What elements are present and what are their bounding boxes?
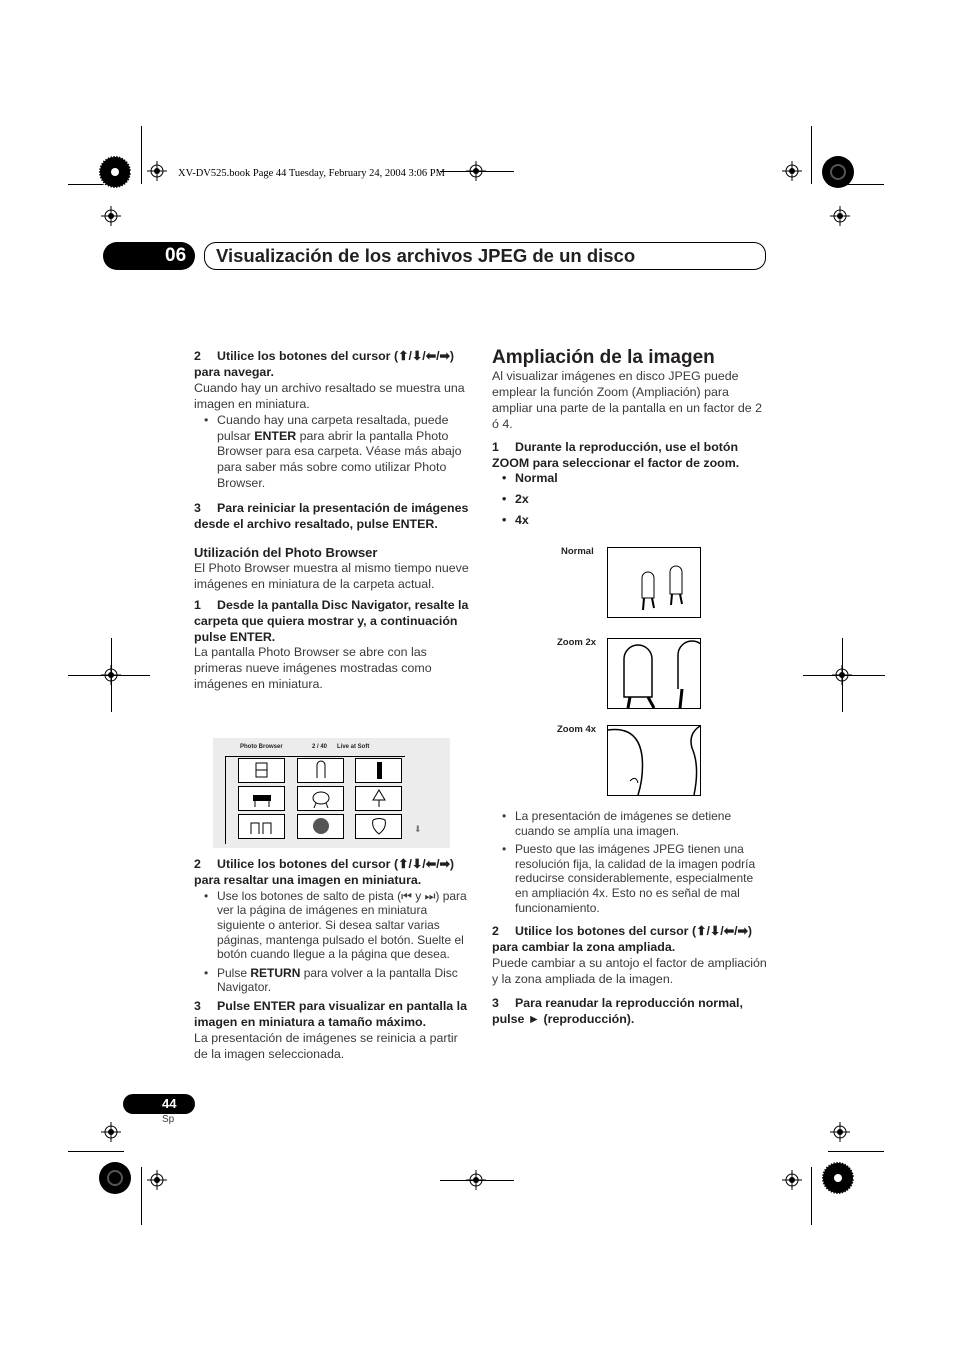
scroll-down-arrow-icon: ⬇ (414, 824, 422, 834)
right-column-lower (492, 809, 768, 1028)
zoom-2x-image (607, 638, 701, 709)
step-1-zoom: 1 Durante la reproducción, use el botón ZOOM para seleccionar el factor de zoom. (492, 439, 740, 470)
fig-label-zoom-4x: Zoom 4x (557, 724, 597, 735)
right-column (492, 347, 768, 529)
bullet-slideshow-stops: • La presentación de imágenes se detiene cuando se amplía una imagen. (492, 809, 768, 838)
thumbnail (238, 758, 285, 783)
step-3-restart: 3 Para reiniciar la presentación de imágenes desde el archivo resaltado, pulse ENTER. (194, 501, 469, 532)
left-column (194, 349, 469, 693)
step-2-body: Puede cambiar a su antojo el factor de ampliación y la zona ampliada de la imagen. (492, 955, 767, 986)
fig-label-zoom-2x: Zoom 2x (557, 637, 597, 648)
zoom-option: • 4x (492, 513, 768, 529)
zoom-option: • Normal (492, 471, 768, 487)
step-3-body: La presentación de imágenes se reinicia a partir de la imagen seleccionada. (194, 1030, 458, 1061)
registration-mark-icon (101, 206, 121, 226)
zoom-normal-image (607, 547, 701, 618)
registration-mark-icon (101, 665, 121, 685)
photo-browser-subheading: Utilización del Photo Browser (194, 544, 378, 560)
step-2-highlight-thumbnail: 2 Utilice los botones del cursor (⬆/⬇/⬅/➡) para resaltar una imagen en miniatura. (194, 857, 455, 887)
color-wheel-icon (98, 155, 132, 189)
registration-mark-icon (147, 1170, 167, 1190)
color-wheel-icon (821, 155, 855, 189)
photo-browser-intro: El Photo Browser muestra al mismo tiempo nueve imágenes en miniatura de la carpeta actual. (194, 560, 469, 591)
photo-browser-screen (213, 738, 450, 848)
left-column-lower (194, 857, 469, 1063)
registration-mark-icon (832, 665, 852, 685)
thumbnail (355, 758, 402, 783)
color-wheel-icon (98, 1161, 132, 1195)
step-1-select-folder: 1 Desde la pantalla Disc Navigator, resalte la carpeta que quiera mostrar y, a continuación pulse ENTER. (194, 597, 469, 644)
thumbnail (238, 786, 285, 811)
zoom-intro: Al visualizar imágenes en disco JPEG puede emplear la función Zoom (Ampliación) para ampliar una parte de la pantalla en un factor de 2 ó 4. (492, 369, 763, 431)
thumbnail (238, 814, 285, 839)
registration-mark-icon (782, 161, 802, 181)
bullet-resolution: • Puesto que las imágenes JPEG tienen una resolución fija, la calidad de la imagen podría reducirse considerablemente, especialmente en ampliación 4x. Esto no es señal de mal funcionamiento. (492, 842, 768, 915)
zoom-heading: Ampliación de la imagen (492, 347, 715, 368)
registration-mark-icon (101, 1122, 121, 1142)
step-1-body: La pantalla Photo Browser se abre con las primeras nueve imágenes mostradas como imágenes en miniatura. (194, 645, 432, 692)
fig-label-normal: Normal (561, 546, 594, 557)
registration-mark-icon (466, 161, 486, 181)
photo-browser-folder: Live at Soft (337, 744, 370, 750)
bullet-return-button: • Pulse RETURN para volver a la pantalla Disc Navigator. (194, 966, 469, 995)
registration-mark-icon (466, 1170, 486, 1190)
step-2-body: Cuando hay un archivo resaltado se muestra una imagen en miniatura. (194, 380, 465, 411)
registration-mark-icon (830, 1122, 850, 1142)
chapter-number: 06 (103, 242, 195, 270)
page-number: 44 (123, 1094, 195, 1114)
thumbnail (297, 758, 344, 783)
step-2-navigate: 2 Utilice los botones del cursor (⬆/⬇/⬅/➡) para navegar. (194, 349, 455, 379)
step-3-full-size: 3 Pulse ENTER para visualizar en pantalla la imagen en miniatura a tamaño máximo. (194, 998, 467, 1029)
photo-browser-count: 2 / 40 (312, 744, 328, 750)
registration-mark-icon (147, 161, 167, 181)
bullet-skip-buttons: • Use los botones de salto de pista (⏮ y ⏭) para ver la página de imágenes en miniatura siguiente o anterior. Si desea saltar varias páginas, mantenga pulsado el botón. Suelte el botón cuando llegue a la página que desea. (194, 889, 469, 962)
print-slug: XV-DV525.book Page 44 Tuesday, February 24, 2004 3:06 PM (178, 168, 445, 179)
thumbnail (297, 814, 344, 839)
thumbnail (297, 786, 344, 811)
zoom-4x-image (607, 725, 701, 796)
zoom-option: • 2x (492, 492, 768, 508)
step-3-resume: 3 Para reanudar la reproducción normal, pulse ► (reproducción). (492, 995, 743, 1026)
photo-browser-label: Photo Browser (240, 744, 283, 750)
color-wheel-icon (821, 1161, 855, 1195)
bullet-folder-enter: • Cuando hay una carpeta resaltada, puede pulsar ENTER para abrir la pantalla Photo Browser para esa carpeta. Véase más abajo para saber más sobre como utilizar Photo Browser. (194, 413, 469, 493)
registration-mark-icon (830, 206, 850, 226)
thumbnail (355, 814, 402, 839)
language-code: Sp (162, 1114, 175, 1125)
chapter-title: Visualización de los archivos JPEG de un disco (216, 245, 636, 266)
registration-mark-icon (782, 1170, 802, 1190)
step-2-change-area: 2 Utilice los botones del cursor (⬆/⬇/⬅/➡) para cambiar la zona ampliada. (492, 924, 753, 955)
thumbnail (355, 786, 402, 811)
